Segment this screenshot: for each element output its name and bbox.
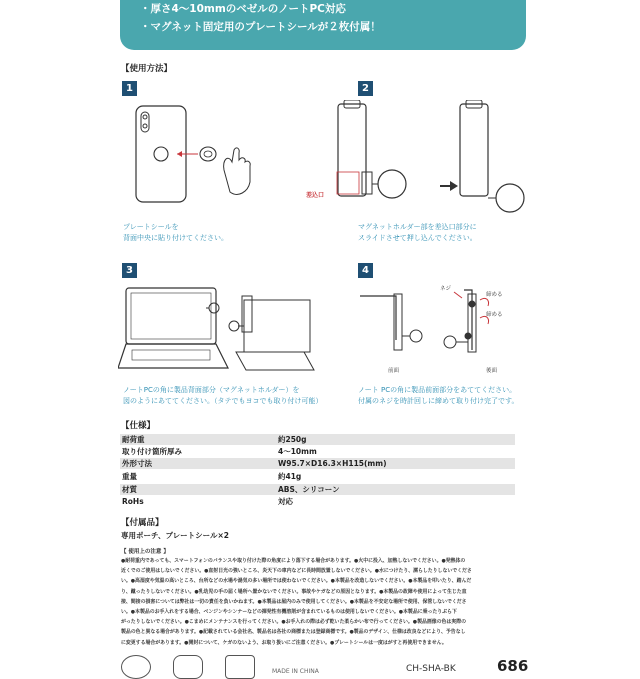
spec-key: 耐荷重: [122, 435, 145, 444]
spec-key: 材質: [122, 485, 137, 494]
spec-row: [120, 434, 515, 445]
spec-value: W95.7×D16.3×H115(mm): [278, 459, 387, 468]
caution-line: い。●高湿度や気温の高いところ、台所などの水場や湯気の多い場所では使わないでください。●本製品を改造しないでください。●本製品を叩いたり、踏んだ: [121, 578, 472, 585]
screw-label: ネジ: [440, 286, 452, 292]
feature-banner: [120, 0, 526, 50]
step-4-number: 4: [358, 263, 373, 278]
spec-key: 取り付け箇所厚み: [122, 447, 182, 456]
caution-title: 【 使用上の注意 】: [121, 549, 169, 555]
eco-mark-icon: [225, 655, 255, 679]
step-3-illustration: [118, 282, 328, 378]
spec-row: [120, 446, 515, 457]
step-3-number: 3: [122, 263, 137, 278]
step-4-illustration: [350, 280, 530, 376]
insert-port-label: 差込口: [306, 192, 325, 199]
caution-line: ●耐荷重内であっても、スマートフォンのバランスや取り付けた際の角度により落下する場合があります。●火中に投入、加熱しないでください。●発熱体の: [121, 558, 466, 564]
back-label: 後面: [486, 368, 498, 374]
spec-row: [120, 458, 515, 469]
step-2-caption-1: マグネットホルダー部を差込口部分に: [358, 223, 477, 231]
caution-line: 近くでのご使用はしないでください。●直射日光の強いところ、炎天下の車内などに長時間放置しないでください。●水につけたり、濡らしたりしないでくださ: [121, 568, 472, 575]
caution-line: り、蹴ったりしないでください。●乳幼児の手の届く場所へ置かないでください。事故やケガなどの原因となります。●本製品の故障や使用によって生じた直: [121, 588, 467, 595]
spec-value: 約41g: [278, 472, 302, 481]
step-2-illustration: [300, 100, 540, 218]
step-4-caption-2: 付属のネジを時計回しに締めて取り付け完了です。: [358, 397, 519, 405]
recycle-paper-icon: [121, 655, 151, 679]
front-label: 前面: [388, 368, 400, 374]
banner-line-1: ・厚さ4～10mmのベゼルのノートPC対応: [140, 3, 346, 15]
spec-key: RoHs: [122, 497, 144, 506]
step-1-illustration: [130, 100, 270, 210]
step-2-caption-2: スライドさせて押し込んでください。: [358, 234, 477, 242]
made-in-label: MADE IN CHINA: [272, 668, 319, 675]
caution-line: 接、間接の損害については弊社は一切の責任を負いかねます。●本製品は屋内のみで使用してください。●本製品を不安定な場所で使用、保管しないでくださ: [121, 598, 467, 605]
specs-title: 【仕様】: [121, 421, 156, 431]
caution-line: がったりしないでください。●こまめにメンテナンスを行ってください。●お手入れの際は必ず乾いた柔らかい布で行ってください。●製品画像の色は実際の: [121, 619, 466, 626]
spec-row: [120, 484, 515, 495]
caution-line: い。●本製品のお手入れをする場合、ベンジンやシンナーなどの揮発性有機溶剤が含まれているものは使用しないでください。●本製品に乗ったりぶら下: [121, 609, 457, 616]
spec-value: 4～10mm: [278, 447, 317, 456]
step-1-caption-2: 背面中央に貼り付けてください。: [123, 234, 228, 242]
step-4-caption-1: ノート PCの角に製品前面部分をあててください。: [358, 386, 517, 394]
tighten-label-2: 締める: [486, 312, 503, 318]
spec-value: 対応: [278, 497, 293, 506]
spec-row: [120, 496, 515, 507]
usage-title: 【使用方法】: [121, 64, 173, 74]
spec-row: [120, 471, 515, 482]
accessories-text: 専用ポーチ、プレートシール×2: [121, 531, 230, 540]
banner-line-2: ・マグネット固定用のプレートシールが２枚付属！: [140, 21, 381, 33]
step-1-number: 1: [122, 81, 137, 96]
step-3-caption-1: ノートPCの角に製品背面部分（マグネットホルダー）を: [123, 386, 300, 394]
caution-line: 製品の色と異なる場合があります。●記載されている会社名、製品名は各社の商標または登録商標です。●製品のデザイン、仕様は改良などにより、予告なし: [121, 629, 466, 636]
tighten-label-1: 締める: [486, 292, 503, 298]
spec-key: 重量: [122, 472, 137, 481]
spec-key: 外形寸法: [122, 459, 152, 468]
spec-value: ABS、シリコーン: [278, 485, 340, 494]
model-number: CH-SHA-BK: [406, 664, 456, 674]
accessories-title: 【付属品】: [121, 518, 164, 528]
step-2-number: 2: [358, 81, 373, 96]
page-number: 686: [497, 657, 529, 675]
recycle-plastic-icon: [173, 655, 203, 679]
caution-text: [121, 556, 529, 648]
caution-line: に変更する場合があります。●開封について、ケガのないよう、お取り扱いにご注意ください。●プレートシールは一度はがすと再使用できません。: [121, 639, 447, 646]
spec-value: 約250g: [278, 435, 307, 444]
step-3-caption-2: 図のようにあててください。（タテでもヨコでも取り付け可能）: [123, 397, 323, 405]
step-1-caption-1: プレートシールを: [123, 223, 179, 231]
